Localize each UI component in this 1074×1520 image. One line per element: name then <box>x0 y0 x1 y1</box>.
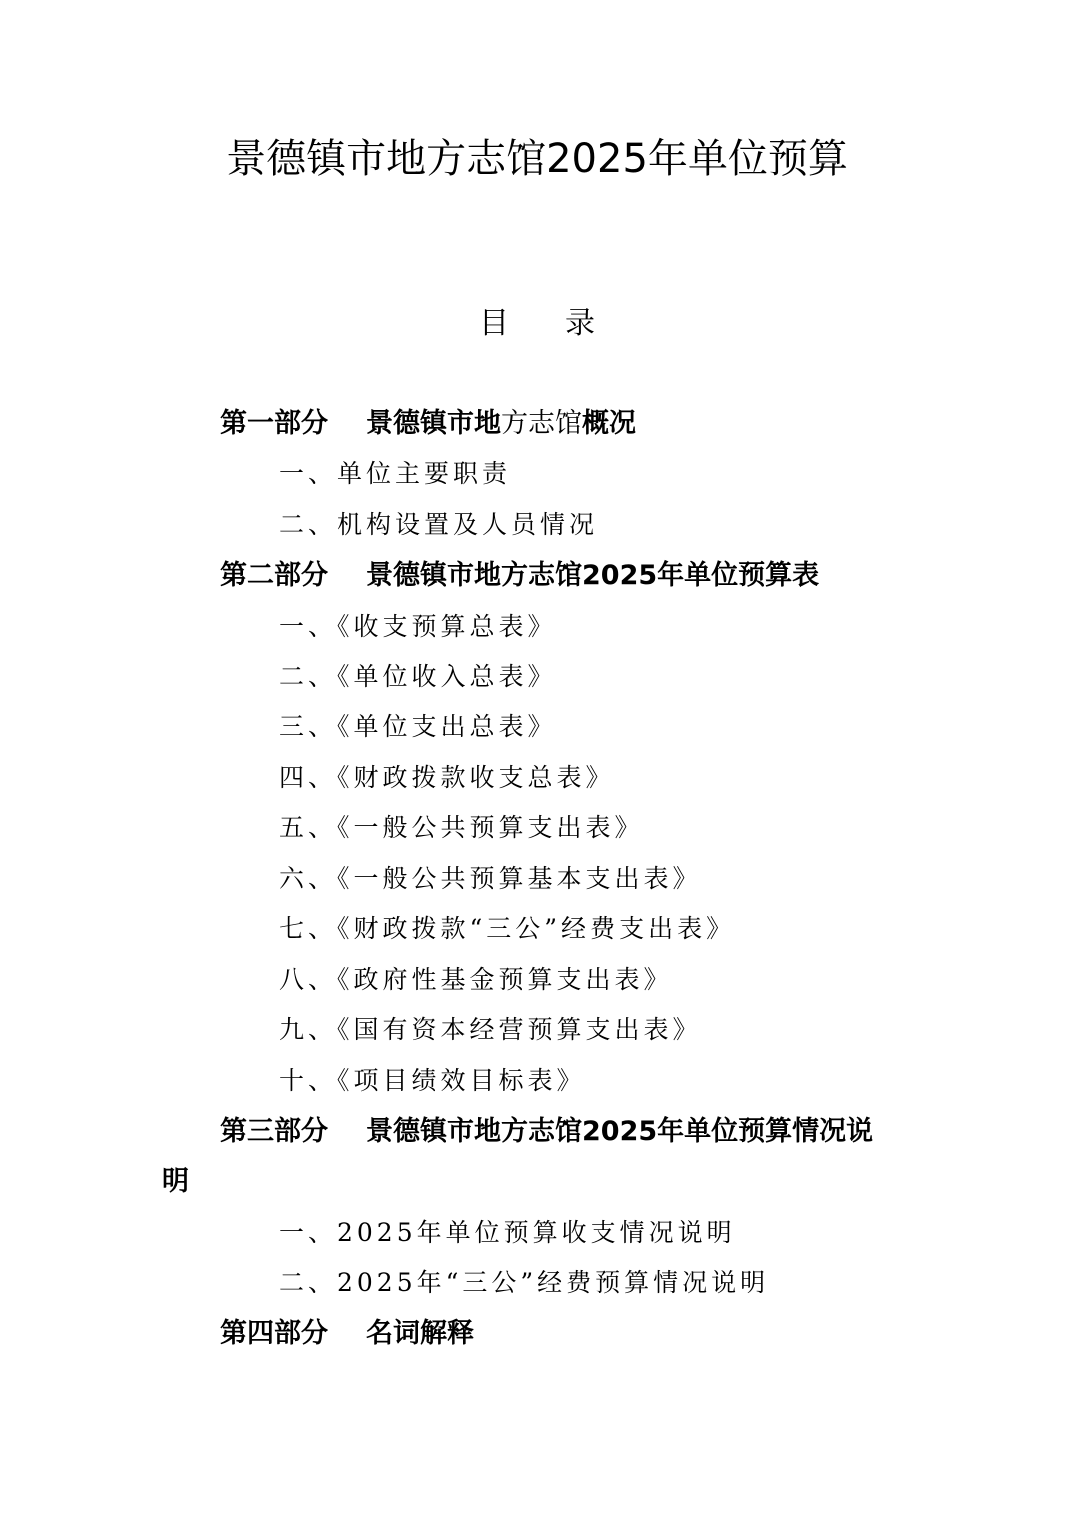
part-label: 第四部分 <box>220 1318 328 1349</box>
part-title-a: 景德镇市地 <box>366 408 501 439</box>
toc-item: 一、单位主要职责 <box>279 459 512 488</box>
toc-item: 九、《国有资本经营预算支出表》 <box>279 1015 702 1044</box>
toc-item: 一、《收支预算总表》 <box>279 612 557 641</box>
toc-item: 一、2025年单位预算收支情况说明 <box>279 1218 736 1247</box>
toc-part-3-continuation: 明 <box>162 1166 189 1197</box>
toc-heading-char-2: 录 <box>565 306 595 341</box>
toc-item: 五、《一般公共预算支出表》 <box>279 813 644 842</box>
part-label: 第一部分 <box>220 408 328 439</box>
toc-item: 十、《项目绩效目标表》 <box>279 1066 586 1095</box>
toc-item: 四、《财政拨款收支总表》 <box>279 763 615 792</box>
part-title: 景德镇市地方志馆2025年单位预算情况说 <box>366 1116 874 1147</box>
part-title-b: 方志馆 <box>501 408 582 439</box>
toc-part-2 <box>220 556 819 596</box>
toc-item: 六、《一般公共预算基本支出表》 <box>279 864 702 893</box>
toc-item: 二、机构设置及人员情况 <box>279 510 599 539</box>
document-title: 景德镇市地方志馆2025年单位预算 <box>226 136 848 182</box>
part-title: 名词解释 <box>366 1318 474 1349</box>
part-label: 第二部分 <box>220 560 328 591</box>
toc-part-4 <box>220 1314 474 1354</box>
toc-item: 二、2025年“三公”经费预算情况说明 <box>279 1268 770 1297</box>
part-label: 第三部分 <box>220 1116 328 1147</box>
part-title: 景德镇市地方志馆2025年单位预算表 <box>366 560 820 591</box>
toc-item: 八、《政府性基金预算支出表》 <box>279 965 673 994</box>
toc-item: 三、《单位支出总表》 <box>279 712 557 741</box>
toc-item: 二、《单位收入总表》 <box>279 662 557 691</box>
toc-part-3 <box>220 1112 873 1152</box>
toc-part-1 <box>220 404 636 444</box>
toc-item: 七、《财政拨款“三公”经费支出表》 <box>279 914 736 943</box>
part-title-c: 概况 <box>582 408 636 439</box>
toc-heading-char-1: 目 <box>479 306 509 341</box>
